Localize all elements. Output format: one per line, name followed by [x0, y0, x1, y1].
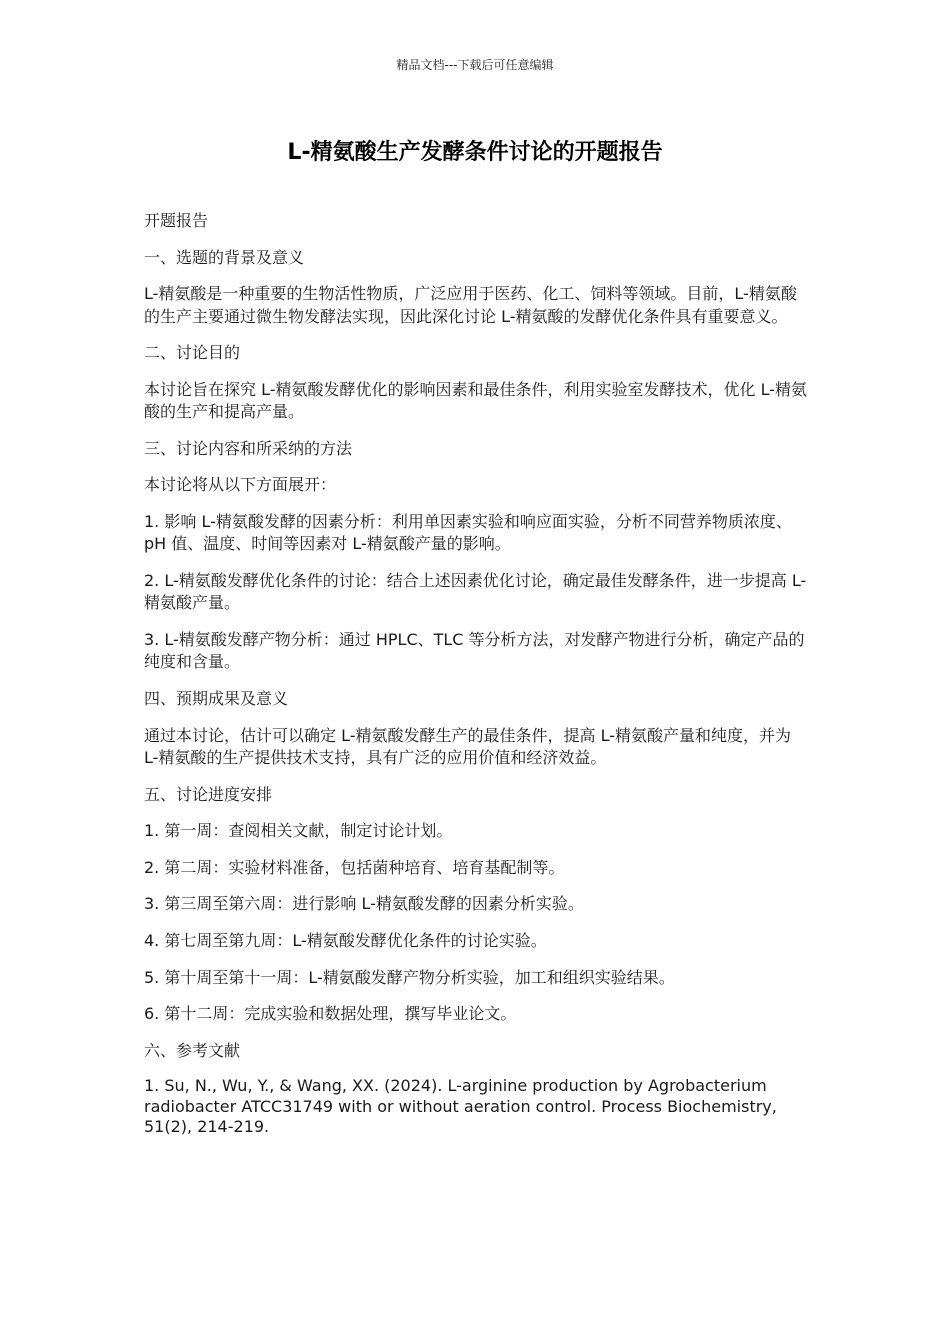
- list-item-method-2: 2. L-精氨酸发酵优化条件的讨论：结合上述因素优化讨论，确定最佳发酵条件，进一步提高 L-精氨酸产量。: [144, 570, 807, 613]
- document-title: L-精氨酸生产发酵条件讨论的开题报告: [287, 140, 663, 165]
- list-item-schedule-2: 2. 第二周：实验材料准备，包括菌种培育、培育基配制等。: [144, 857, 565, 877]
- reference-item-1: 1. Su, N., Wu, Y., & Wang, XX. (2024). L-arginine production by Agrobacterium radiobacter ATCC31749 with or without aeration control. Process Biochemistry, 51(2), 214-219.: [144, 1076, 777, 1137]
- paragraph-report-label: 开题报告: [144, 211, 209, 230]
- list-item-schedule-4: 4. 第七周至第九周：L-精氨酸发酵优化条件的讨论实验。: [144, 930, 547, 950]
- section-heading-schedule: 五、讨论进度安排: [144, 784, 273, 804]
- paragraph-outcomes: 通过本讨论，估计可以确定 L-精氨酸发酵生产的最佳条件，提高 L-精氨酸产量和纯度，并为 L-精氨酸的生产提供技术支持，具有广泛的应用价值和经济效益。: [144, 725, 791, 767]
- header-note: 精品文档---下载后可任意编辑: [396, 58, 554, 72]
- list-item-method-1: 1. 影响 L-精氨酸发酵的因素分析：利用单因素实验和响应面实验，分析不同营养物质浓度、pH 值、温度、时间等因素对 L-精氨酸产量的影响。: [144, 511, 792, 554]
- document-body: [144, 210, 808, 1152]
- section-heading-background: 一、选题的背景及意义: [144, 247, 305, 267]
- list-item-schedule-3: 3. 第三周至第六周：进行影响 L-精氨酸发酵的因素分析实验。: [144, 894, 584, 914]
- paragraph-methods-intro: 本讨论将从以下方面展开：: [144, 475, 337, 495]
- section-heading-methods: 三、讨论内容和所采纳的方法: [144, 438, 353, 458]
- list-item-schedule-6: 6. 第十二周：完成实验和数据处理，撰写毕业论文。: [144, 1004, 517, 1024]
- paragraph-purpose: 本讨论旨在探究 L-精氨酸发酵优化的影响因素和最佳条件，利用实验室发酵技术，优化 L-精氨酸的生产和提高产量。: [144, 379, 807, 422]
- list-item-schedule-5: 5. 第十周至第十一周：L-精氨酸发酵产物分析实验，加工和组织实验结果。: [144, 967, 675, 987]
- section-heading-outcomes: 四、预期成果及意义: [144, 688, 289, 708]
- list-item-schedule-1: 1. 第一周：查阅相关文献，制定讨论计划。: [144, 821, 453, 841]
- list-item-method-3: 3. L-精氨酸发酵产物分析：通过 HPLC、TLC 等分析方法，对发酵产物进行分析，确定产品的纯度和含量。: [144, 629, 805, 672]
- section-heading-purpose: 二、讨论目的: [144, 343, 241, 363]
- section-heading-references: 六、参考文献: [144, 1040, 241, 1060]
- paragraph-background: L-精氨酸是一种重要的生物活性物质，广泛应用于医药、化工、饲料等领域。目前，L-精氨酸的生产主要通过微生物发酵法实现，因此深化讨论 L-精氨酸的发酵优化条件具有重要意义。: [144, 284, 797, 326]
